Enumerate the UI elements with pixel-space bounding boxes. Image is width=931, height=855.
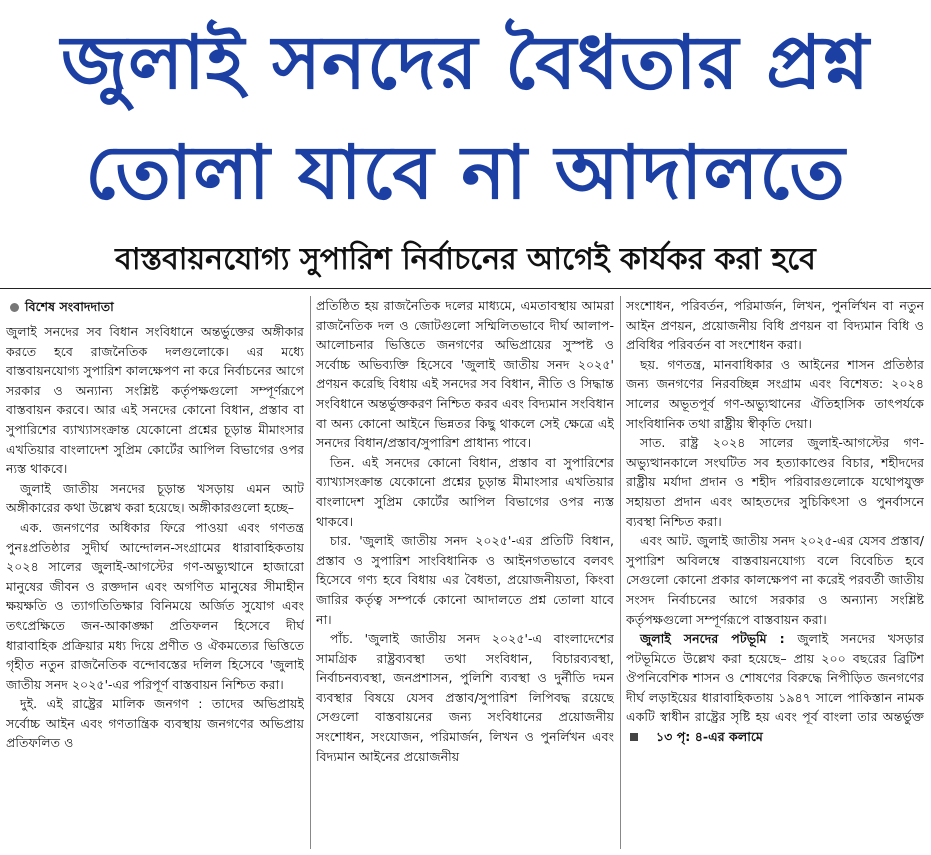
column-divider (620, 296, 621, 849)
article-column-1 (6, 296, 304, 849)
paragraph: সংশোধন, পরিবর্তন, পরিমার্জন, লিখন, পুনর্লিখন বা নতুন আইন প্রণয়ন, প্রয়োজনীয় বিধি প্রণয়ন বা বিদ্যমান বিধি ও প্রবিধির পরিবর্তন বা সংশোধন করা। (626, 298, 924, 353)
headline-line-1: জুলাই সনদের বৈধতার প্রশ্ন (60, 20, 871, 106)
paragraph: দুই. এই রাষ্ট্রের মালিক জনগণ : তাদের অভিপ্রায়ই সর্বোচ্চ আইন এবং গণতান্ত্রিক ব্যবস্থায় জনগণের অভিপ্রায় প্রতিফলিত ও (6, 696, 304, 751)
background-paragraph (626, 629, 924, 747)
bullet-icon (10, 303, 19, 312)
header-divider (0, 288, 931, 289)
continuation-jump-text: ১৩ পৃ: ৪-এর কলামে (656, 729, 763, 745)
headline-line-2: তোলা যাবে না আদালতে (85, 130, 846, 216)
column-divider (310, 296, 311, 849)
paragraph: এক. জনগণের অধিকার ফিরে পাওয়া এবং গণতন্ত্র পুনঃপ্রতিষ্ঠার সুদীর্ঘ আন্দোলন-সংগ্রামের ধারাবাহিকতায় ২০২৪ সালের জুলাই-আগস্টের গণ-অভ্যুত্থানে হাজারো মানুষের জীবন ও রক্তদান এবং অগণিত মানুষের সীমাহীন ক্ষয়ক্ষতি ও ত্যাগতিতিক্ষার বিনিময়ে অর্জিত সুযোগ এবং তৎপ্রেক্ষিতে জন-আকাঙ্ক্ষা প্রতিফলন হিসেবে দীর্ঘ ধারাবাহিক প্রক্রিয়ার মধ্য দিয়ে প্রণীত ও ঐকমত্যের ভিত্তিতে গৃহীত নতুন রাজনৈতিক বন্দোবস্তের দলিল হিসেবে 'জুলাই জাতীয় সনদ ২০২৫'-এর পরিপূর্ণ বাস্তবায়ন নিশ্চিত করা। (6, 519, 304, 692)
paragraph: ছয়. গণতন্ত্র, মানবাধিকার ও আইনের শাসন প্রতিষ্ঠার জন্য জনগণের নিরবচ্ছিন্ন সংগ্রাম এবং বিশেষত: ২০২৪ সালের অভূতপূর্ব গণ-অভ্যুত্থানের ঐতিহাসিক তাৎপর্যকে সাংবিধানিক তথা রাষ্ট্রীয় স্বীকৃতি দেয়া। (626, 356, 924, 431)
paragraph: পাঁচ. 'জুলাই জাতীয় সনদ ২০২৫'-এ বাংলাদেশের সামগ্রিক রাষ্ট্রব্যবস্থা তথা সংবিধান, বিচারব্যবস্থা, নির্বাচনব্যবস্থা, জনপ্রশাসন, পুলিশি ব্যবস্থা ও দুর্নীতি দমন ব্যবস্থার বিষয়ে যেসব প্রস্তাব/সুপারিশ লিপিবদ্ধ রয়েছে সেগুলো বাস্তবায়নের জন্য সংবিধানের প্রয়োজনীয় সংশোধন, সংযোজন, পরিমার্জন, লিখন ও পুনর্লিখন এবং বিদ্যমান আইনের প্রয়োজনীয় (316, 631, 614, 764)
paragraph: তিন. এই সনদের কোনো বিধান, প্রস্তাব বা সুপারিশের ব্যাখ্যাসংক্রান্ত যেকোনো প্রশ্নের চূড়ান্ত মীমাংসার এখতিয়ার বাংলাদেশ সুপ্রিম কোর্টের আপিল বিভাগের ওপর ন্যস্ত থাকবে। (316, 454, 614, 529)
article-column-2 (316, 296, 614, 849)
paragraph: এবং আট. জুলাই জাতীয় সনদ ২০২৫-এর যেসব প্রস্তাব/সুপারিশ অবিলম্বে বাস্তবায়নযোগ্য বলে বিবেচিত হবে সেগুলো কোনো প্রকার কালক্ষেপণ না করেই পরবর্তী জাতীয় সংসদ নির্বাচনের আগে সরকার ও অন্যান্য সংশ্লিষ্ট কর্তৃপক্ষগুলো সম্পূর্ণরূপে বাস্তবায়ন করা। (626, 533, 924, 627)
paragraph: সাত. রাষ্ট্র ২০২৪ সালের জুলাই-আগস্টের গণ-অভ্যুত্থানকালে সংঘটিত সব হত্যাকাণ্ডের বিচার, শহীদদের রাষ্ট্রীয় মর্যাদা প্রদান ও শহীদ পরিবারগুলোকে যথোপযুক্ত সহায়তা প্রদান এবং আহতদের সুচিকিৎসা ও পুনর্বাসনে ব্যবস্থা নিশ্চিত করা। (626, 435, 924, 529)
subheadline: বাস্তবায়নযোগ্য সুপারিশ নির্বাচনের আগেই কার্যকর করা হবে (115, 242, 816, 277)
square-bullet-icon (630, 733, 638, 741)
paragraph: জুলাই জাতীয় সনদের চূড়ান্ত খসড়ায় এমন আট অঙ্গীকারের কথা উল্লেখ করা হয়েছে। অঙ্গীকারগুলো হচ্ছে– (6, 480, 304, 516)
paragraph: প্রতিষ্ঠিত হয় রাজনৈতিক দলের মাধ্যমে, এমতাবস্থায় আমরা রাজনৈতিক দল ও জোটগুলো সম্মিলিতভাবে দীর্ঘ আলাপ-আলোচনার ভিত্তিতে জনগণের অভিপ্রায়ের সুস্পষ্ট ও সর্বোচ্চ অভিব্যক্তি হিসেবে 'জুলাই জাতীয় সনদ ২০২৫' প্রণয়ন করেছি বিধায় এই সনদের সব বিধান, নীতি ও সিদ্ধান্ত সংবিধানে অন্তর্ভুক্তকরণ নিশ্চিত করব এবং বিদ্যমান সংবিধান বা অন্য কোনো আইনে ভিন্নতর কিছু থাকলে সেই ক্ষেত্রে এই সনদের বিধান/প্রস্তাব/সুপারিশ প্রাধান্য পাবে। (316, 298, 614, 451)
paragraph: জুলাই সনদের সব বিধান সংবিধানে অন্তর্ভুক্তের অঙ্গীকার করতে হবে রাজনৈতিক দলগুলোকে। এর মধ্যে বাস্তবায়নযোগ্য সুপারিশ কালক্ষেপণ না করে নির্বাচনের আগে সরকার ও অন্যান্য সংশ্লিষ্ট কর্তৃপক্ষগুলো সম্পূর্ণরূপে বাস্তবায়ন করবে। আর এই সনদের কোনো বিধান, প্রস্তাব বা সুপারিশের ব্যাখ্যাসংক্রান্ত যেকোনো প্রশ্নের চূড়ান্ত মীমাংসার এখতিয়ার বাংলাদেশ সুপ্রিম কোর্টের আপিল বিভাগের ওপর ন্যস্ত থাকবে। (6, 324, 304, 477)
byline (6, 296, 304, 318)
paragraph: চার. 'জুলাই জাতীয় সনদ ২০২৫'-এর প্রতিটি বিধান, প্রস্তাব ও সুপারিশ সাংবিধানিক ও আইনগতভাবে বলবৎ হিসেবে গণ্য হবে বিধায় এর বৈধতা, প্রয়োজনীয়তা, কিংবা জারির কর্তৃত্ব সম্পর্কে কোনো আদালতে প্রশ্ন তোলা যাবে না। (316, 533, 614, 627)
background-lead: জুলাই সনদের পটভূমি : (640, 631, 785, 647)
background-text: জুলাই সনদের খসড়ার পটভূমিতে উল্লেখ করা হয়েছে– প্রায় ২০০ বছরের ব্রিটিশ ঔপনিবেশিক শাসন ও শোষণের বিরুদ্ধে নিপীড়িত জনগণের দীর্ঘ লড়াইয়ের ধারাবাহিকতায় ১৯৪৭ সালে পাকিস্তান নামক একটি স্বাধীন রাষ্ট্রের সৃষ্টি হয় এবং পূর্ব বাংলা তার অন্তর্ভুক্ত (626, 631, 924, 725)
continuation-jump[interactable] (626, 727, 763, 747)
article-column-3 (626, 296, 924, 849)
byline-text: বিশেষ সংবাদদাতা (25, 299, 114, 315)
